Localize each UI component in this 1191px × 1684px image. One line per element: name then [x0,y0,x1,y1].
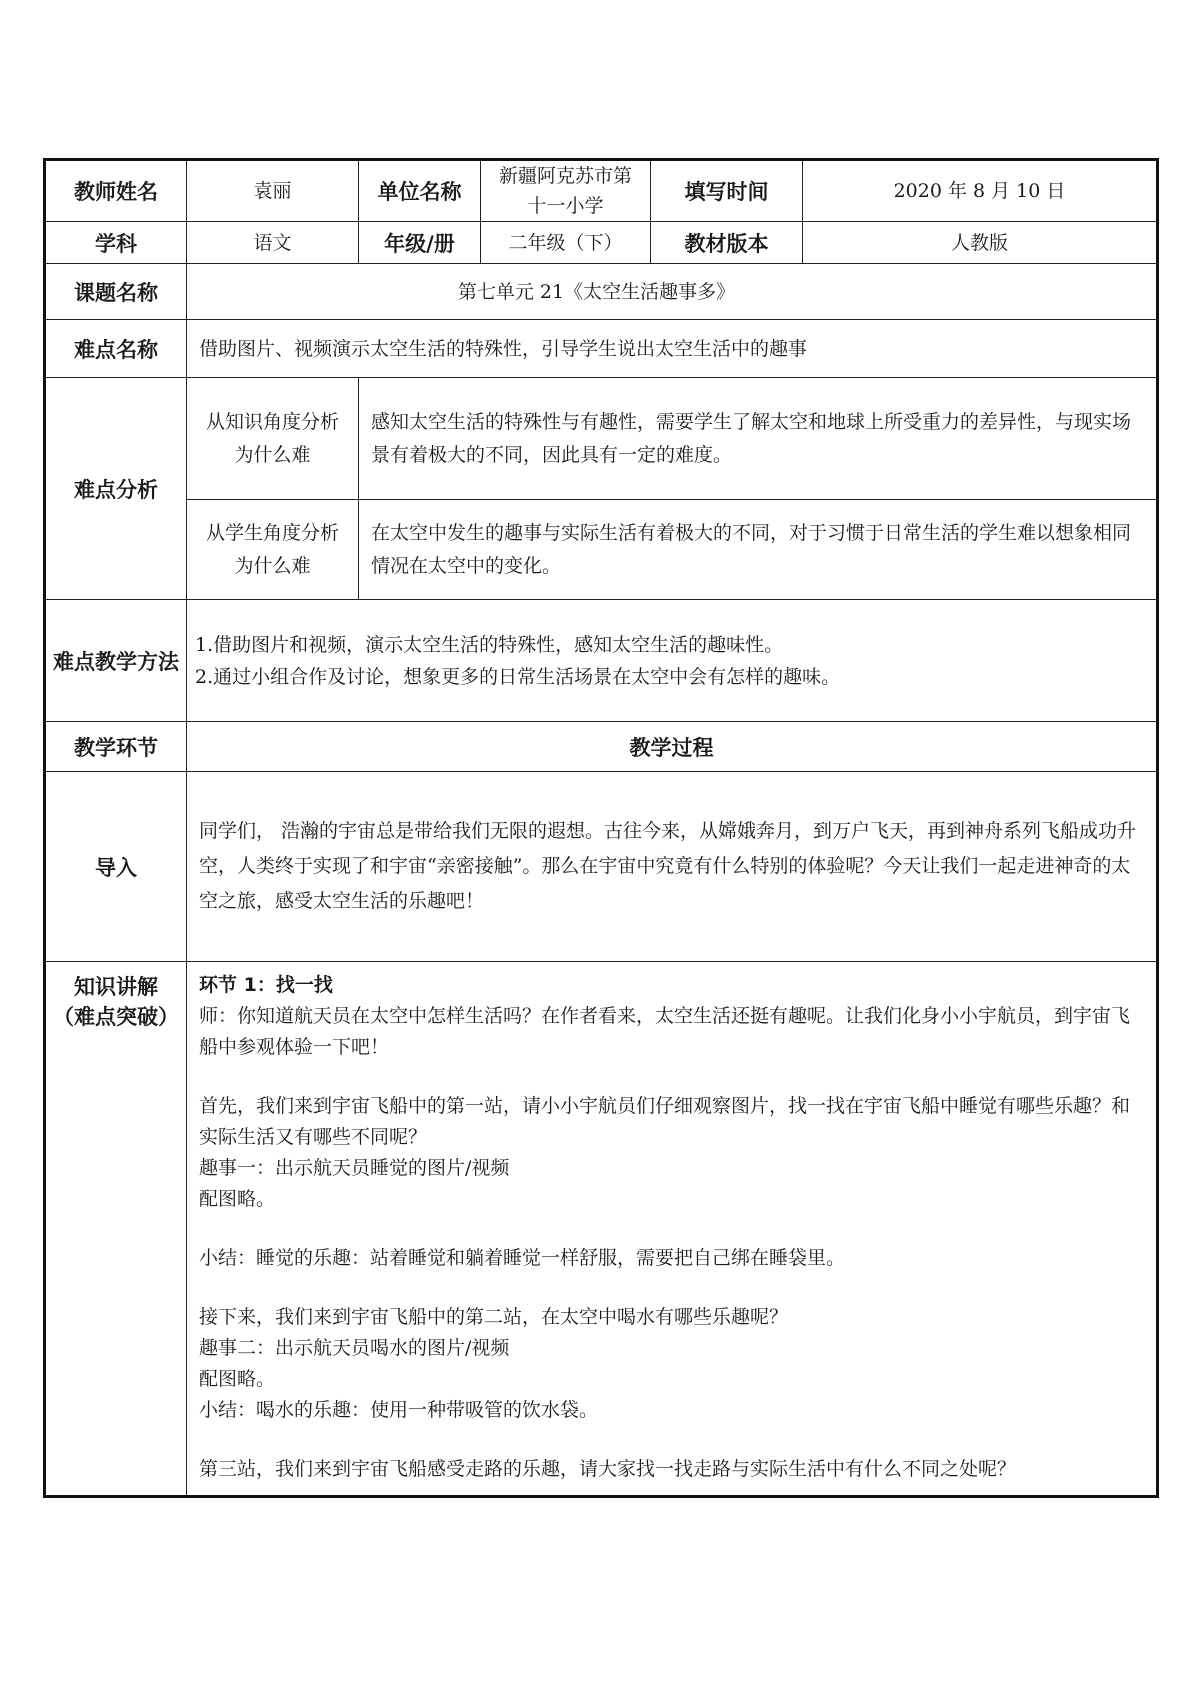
analysis-label: 难点分析 [45,378,187,600]
topic-label: 课题名称 [45,264,187,320]
intro-row [45,772,1158,962]
subject-label: 学科 [45,222,187,264]
method-line-1: 1.借助图片和视频，演示太空生活的特殊性，感知太空生活的趣味性。 [195,633,784,656]
header-row-1 [45,160,1158,222]
knowledge-row [45,962,1158,1497]
difficulty-value: 借助图片、视频演示太空生活的特殊性，引导学生说出太空生活中的趣事 [187,320,1158,378]
lesson-plan-table [43,158,1159,1498]
teacher-name-value: 袁丽 [187,160,359,222]
edition-label: 教材版本 [651,222,803,264]
stage-header-label: 教学环节 [45,722,187,772]
analysis-row-student [45,500,1158,600]
unit-name-line2: 十一小学 [527,195,604,217]
paragraph-fun-2: 趣事二：出示航天员喝水的图片/视频 [199,1337,510,1359]
student-angle-text: 在太空中发生的趣事与实际生活有着极大的不同，对于习惯于日常生活的学生难以想象相同情况在太空中的变化。 [359,500,1158,600]
student-angle-label [187,500,359,600]
method-row [45,600,1158,722]
student-angle-line2: 为什么难 [234,554,311,577]
intro-label: 导入 [45,772,187,962]
knowledge-angle-line1: 从知识角度分析 [205,410,339,433]
difficulty-label: 难点名称 [45,320,187,378]
grade-value: 二年级（下） [481,222,651,264]
unit-name-label: 单位名称 [359,160,481,222]
unit-name-value [481,160,651,222]
student-angle-line1: 从学生角度分析 [205,521,339,544]
paragraph-image-omitted-2: 配图略。 [199,1368,276,1390]
knowledge-label-line1: 知识讲解 [74,975,158,999]
paragraph-first-station: 首先，我们来到宇宙飞船中的第一站，请小小宇航员们仔细观察图片，找一找在宇宙飞船中睡觉有哪些乐趣？和实际生活又有哪些不同呢？ [199,1095,1131,1148]
grade-label: 年级/册 [359,222,481,264]
paragraph-teacher-question: 师：你知道航天员在太空中怎样生活吗？在作者看来，太空生活还挺有趣呢。让我们化身小小宇航员，到宇宙飞船中参观体验一下吧！ [199,1005,1131,1058]
paragraph-fun-1: 趣事一：出示航天员睡觉的图片/视频 [199,1157,510,1179]
analysis-row-knowledge [45,378,1158,500]
knowledge-label [45,962,187,1497]
knowledge-angle-text: 感知太空生活的特殊性与有趣性，需要学生了解太空和地球上所受重力的差异性，与现实场景有着极大的不同，因此具有一定的难度。 [359,378,1158,500]
topic-row [45,264,1158,320]
paragraph-summary-sleep: 小结：睡觉的乐趣：站着睡觉和躺着睡觉一样舒服，需要把自己绑在睡袋里。 [199,1247,846,1269]
fill-date-value: 2020 年 8 月 10 日 [803,160,1158,222]
stage-1-title: 环节 1：找一找 [199,974,333,996]
unit-name-line1: 新疆阿克苏市第 [498,165,632,187]
process-header-row [45,722,1158,772]
knowledge-angle-line2: 为什么难 [234,443,311,466]
paragraph-third-station: 第三站，我们来到宇宙飞船感受走路的乐趣，请大家找一找走路与实际生活中有什么不同之处呢？ [199,1458,1017,1480]
knowledge-angle-label [187,378,359,500]
paragraph-image-omitted-1: 配图略。 [199,1188,276,1210]
difficulty-row [45,320,1158,378]
teacher-name-label: 教师姓名 [45,160,187,222]
method-label: 难点教学方法 [45,600,187,722]
fill-date-label: 填写时间 [651,160,803,222]
method-line-2: 2.通过小组合作及讨论，想象更多的日常生活场景在太空中会有怎样的趣味。 [195,665,841,688]
method-content [187,600,1158,722]
process-header-label: 教学过程 [187,722,1158,772]
paragraph-second-station: 接下来，我们来到宇宙飞船中的第二站，在太空中喝水有哪些乐趣呢？ [199,1306,789,1328]
intro-text: 同学们， 浩瀚的宇宙总是带给我们无限的遐想。古往今来，从嫦娥奔月，到万户飞天，再到神舟系列飞船成功升空，人类终于实现了和宇宙“亲密接触”。那么在宇宙中究竟有什么特别的体验呢？今天让我们一起走进神奇的太空之旅，感受太空生活的乐趣吧！ [187,772,1158,962]
subject-value: 语文 [187,222,359,264]
edition-value: 人教版 [803,222,1158,264]
knowledge-content [187,962,1158,1497]
header-row-2 [45,222,1158,264]
paragraph-summary-drink: 小结：喝水的乐趣：使用一种带吸管的饮水袋。 [199,1399,599,1421]
topic-value: 第七单元 21《太空生活趣事多》 [187,264,1158,320]
knowledge-label-line2: （难点突破） [53,1005,179,1029]
